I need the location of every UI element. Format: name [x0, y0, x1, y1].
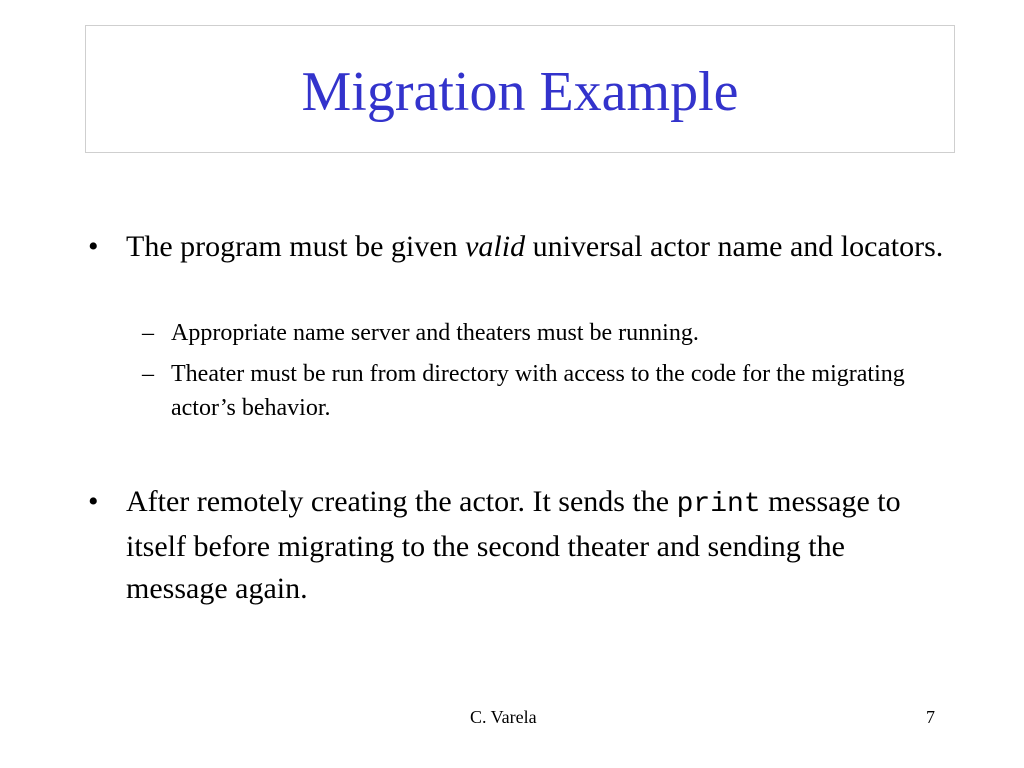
page-number: 7 [926, 707, 935, 727]
bullet-marker: • [88, 485, 99, 518]
title-box [85, 25, 955, 153]
bullet-item-2 [88, 481, 948, 610]
dash-marker: – [142, 361, 154, 387]
bullet-item-1 [88, 226, 948, 268]
slide-title: Migration Example [301, 61, 739, 123]
subitem-text: Appropriate name server and theaters must be running. [171, 320, 699, 346]
bullet-text [126, 481, 948, 610]
bullet-text-italic: valid [465, 230, 526, 263]
bullet-text-part: After remotely creating the actor. It sends the [126, 485, 677, 518]
bullet-marker: • [88, 230, 99, 263]
code-print: print [676, 489, 761, 520]
dash-marker: – [142, 320, 154, 346]
bullet-text-part: message to itself before migrating to the second theater and sending the message again. [126, 485, 901, 605]
footer-author: C. Varela [470, 707, 537, 727]
bullet-text [126, 226, 948, 268]
subitem-text: Theater must be run from directory with access to the code for the migrating actor’s behavior. [171, 361, 905, 421]
subitem-2 [142, 357, 942, 425]
bullet-text-part: The program must be given [126, 230, 466, 263]
subitem-1 [142, 316, 942, 350]
bullet-text-part: universal actor name and locators. [525, 230, 944, 263]
